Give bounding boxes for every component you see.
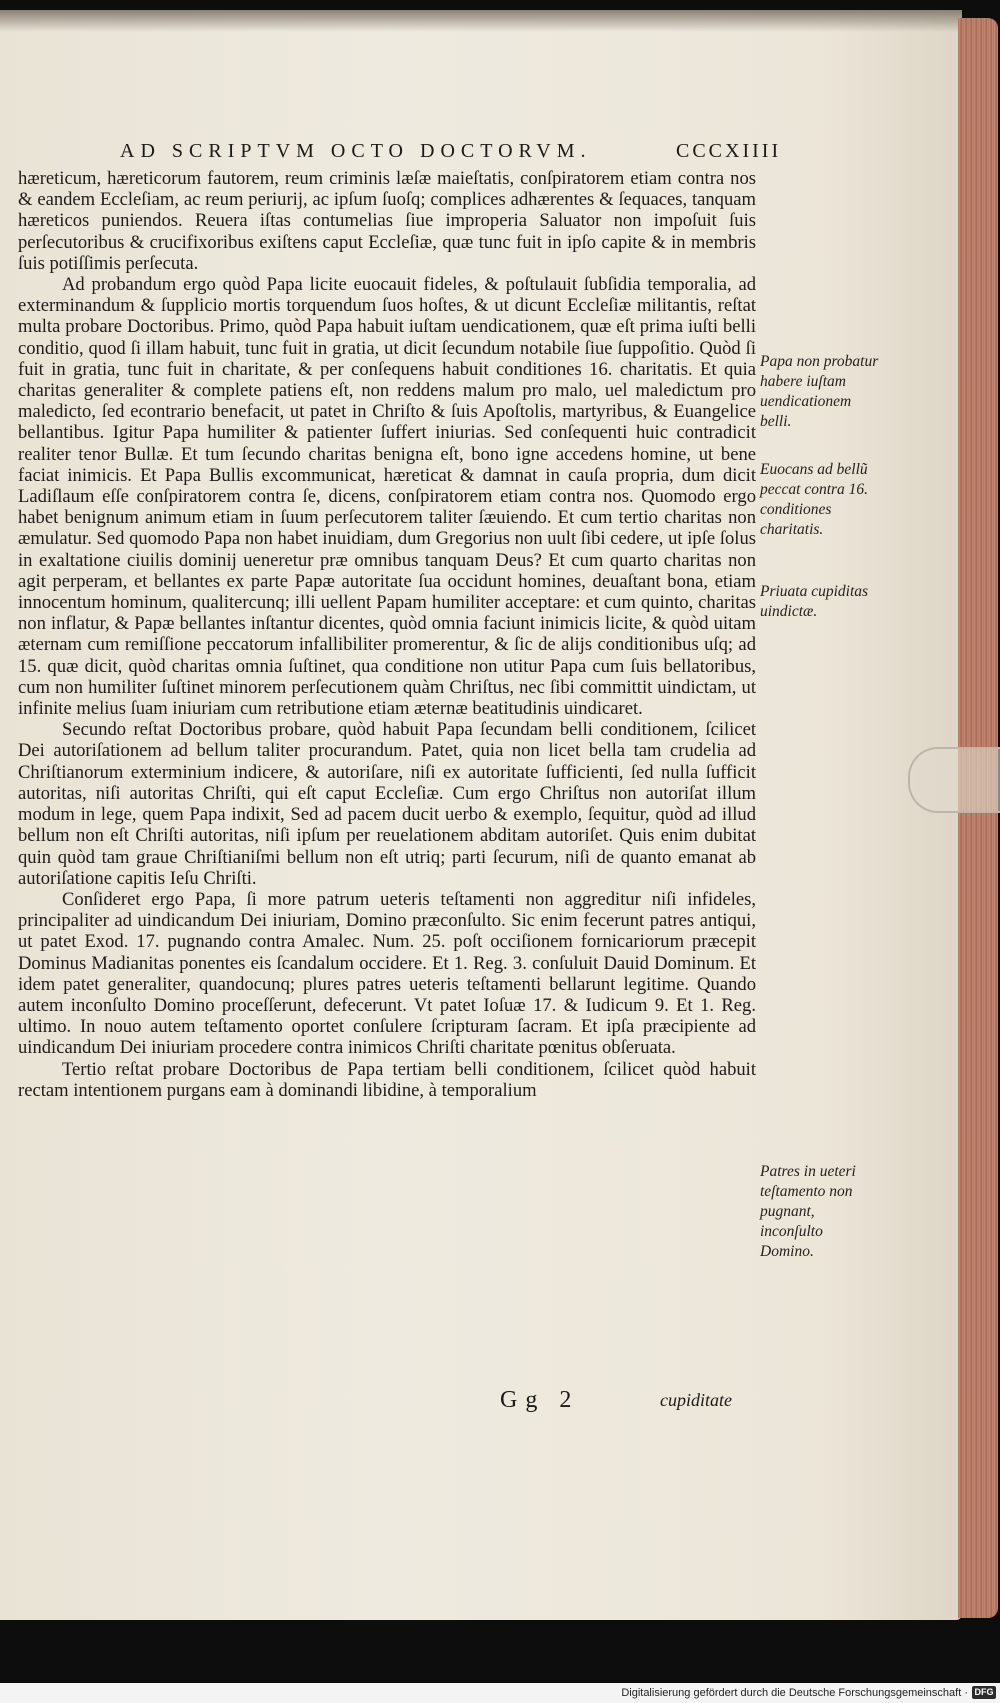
paragraph-2: Ad probandum ergo quòd Papa licite euocauit fideles, & poſtulauit ſubſidia temporalia, ad exterminandum & ſupplicio mortis torquendum ſuos hoſtes, & ut dicunt Eccleſiæ militantis, reſtat multa probare Doctoribus. Primo, quòd Papa habuit iuſtam uendicationem, quæ eſt prima iuſti belli conditio, quod ſi illam habuit, tunc fuit in gratia, ut dicit ſecundum notabile ſiue ſuppoſitio. Quòd ſi fuit in gratia, tunc fuit in charitate, & per conſequens habuit conditiones 16. charitatis. Et quia charitas generaliter & complete patiens eſt, non reddens malum pro malo, uel maledictum pro maledicto, ſed econtrario benefacit, ut patet in Chriſto & ſuis Apoſtolis, martyribus, & Euangelice bellantibus. Igitur Papa humiliter & patienter ſuffert iniurias. Sed conſequenti huic contradicit realiter tenor Bullæ. Et tum ſecundo charitas benigna eſt, bono igne accedens homine, ut bene faciat inimicis. Et Papa Bullis excommunicat, hæreticat & damnat in cauſa propria, dum dicit Ladiſlaum eſſe conſpiratorem contra ſe, dicens, conſpiratorem etiam contra nos. Quomodo ergo habet benignum animum etiam in ſuum perſecutorem taliter ſæuiendo. Et cum tertio charitas non æmulatur. Sed quomodo Papa non habet inuidiam, dum Gregorius non uult ſibi cedere, ut ipſe ſolus in exaltatione ciuilis dominij ueneretur præ omnibus tanquam Deus? Et cum quarto charitas non agit perperam, et bellantes ex parte Papæ autoritate ſua occidunt homines, deuaſtant bona, etiam innocentum hominum, qualitercunq; illi uellent Papam humiliter acceptare: et cum quinto, charitas non inflatur, & Papæ bellantes inſtantur dicentes, quòd omnia faciunt inimicis licite, & quòd uitam æternam cum remiſſione peccatorum infallibiliter promerentur, & ſic de alijs conditionibus uſq; ad 15. quæ dicit, quòd charitas omnia ſuſtinet, qua conditione non utitur Papa cum ſuis bellatoribus, cum non humiliter ſuſtinet minorem perſecutionem quàm Chriſtus, nec ſibi committit uindictam, ut infinite melius ſuam iniuriam cum retributione etiam æternæ beatitudinis uindicaret. (18, 274, 756, 720)
book-page-edge (958, 18, 998, 1618)
running-title: AD SCRIPTVM OCTO DOCTORVM. (120, 140, 592, 162)
paragraph-4: Conſideret ergo Papa, ſi more patrum ueteris teſtamenti non aggreditur niſi infideles, principaliter ad uindicandum Dei iniuriam, Domino præconſulto. Sic enim fecerunt patres antiqui, ut patet Exod. 17. pugnando contra Amalec. Num. 25. poſt occiſionem fornicariorum præcepit Dominus Madianitas ponentes eis ſcandalum occidere. Et 1. Reg. 3. conſuluit Dauid Dominum. Et idem patet generaliter, quandocunq; plures patres ueteris teſtamenti bellarunt legitime. Quando autem inconſulto Domino proceſſerunt, defecerunt. Vt patet Ioſuæ 17. & Iudicum 9. Et 1. Reg. ultimo. In nouo autem teſtamento oportet conſulere ſcripturam ſacram. Et ipſa præcipiente ad uindicandum Dei iniuriam procedere contra inimicos Chriſti charitate pœnitus obſeruata. (18, 888, 756, 1059)
page-clip-shadow (908, 747, 1000, 813)
catchword: cupiditate (660, 1390, 732, 1410)
marginal-note-3: Priuata cupiditas uindictæ. (760, 583, 869, 620)
marginal-note-2: Euocans ad bellũ peccat contra 16. conditiones charitatis. (760, 461, 869, 538)
folio-number: CCCXIIII (676, 140, 782, 162)
paragraph-5: Tertio reſtat probare Doctoribus de Papa tertiam belli conditionem, ſcilicet quòd habuit rectam intentionem purgans eam à dominandi libidine, à temporalium (18, 1058, 756, 1101)
marginal-note-1: Papa non probatur habere iuſtam uendicationem belli. (760, 353, 879, 430)
paragraph-1: hæreticum, hæreticorum fautorem, reum criminis læſæ maieſtatis, conſpiratorem etiam contra nos & eandem Eccleſiam, ac reum periurij, ac ipſum ſuoſq; complices adhærentes & ſequaces, tanquam hæreticos puniendos. Reuera iſtas contumelias ſiue improperia Saluator non impoſuit ſuis perſecutoribus & crucifixoribus exiſtens caput Eccleſiæ, quæ tunc fuit in ipſo capite & in membris ſuis potiſſimis perſecuta. (18, 168, 756, 274)
main-text-block (18, 168, 756, 1101)
digitization-credit: Digitalisierung gefördert durch die Deutsche Forschungsgemeinschaft · (621, 1687, 968, 1699)
page-top-shadow (0, 10, 962, 32)
dfg-logo-icon: DFG (972, 1686, 996, 1699)
signature-mark: Gg 2 (500, 1387, 580, 1413)
digitization-footer (0, 1683, 1000, 1703)
marginal-note-4: Patres in ueteri teſtamento non pugnant, inconſulto Domino. (760, 1163, 856, 1260)
paragraph-3: Secundo reſtat Doctoribus probare, quòd habuit Papa ſecundam belli conditionem, ſcilicet Dei autoriſationem ad bellum taliter procurandum. Patet, quia non licet bella tam crudelia ad Chriſtianorum exterminium indicere, & autoriſare, niſi ex autoritate ſufficienti, ſed nulla ſufficit autoritas, niſi autoritas Chriſti, qui eſt caput Eccleſiæ. Cum ergo Chriſtus non autoriſat illum modum in lege, quem Papa indixit, Sed ad pacem ducit uerbo & exemplo, ſequitur, quòd ad illud bellum non eſt Chriſti autoritas, niſi ipſum per reuelationem abditam autoriſet. Quis enim dubitat quin quòd tam graue Chriſtianiſmi bellum non eſt utriq; parti ſecurum, niſi de quanto emanat ab autoriſatione capitis Ieſu Chriſti. (18, 719, 756, 889)
